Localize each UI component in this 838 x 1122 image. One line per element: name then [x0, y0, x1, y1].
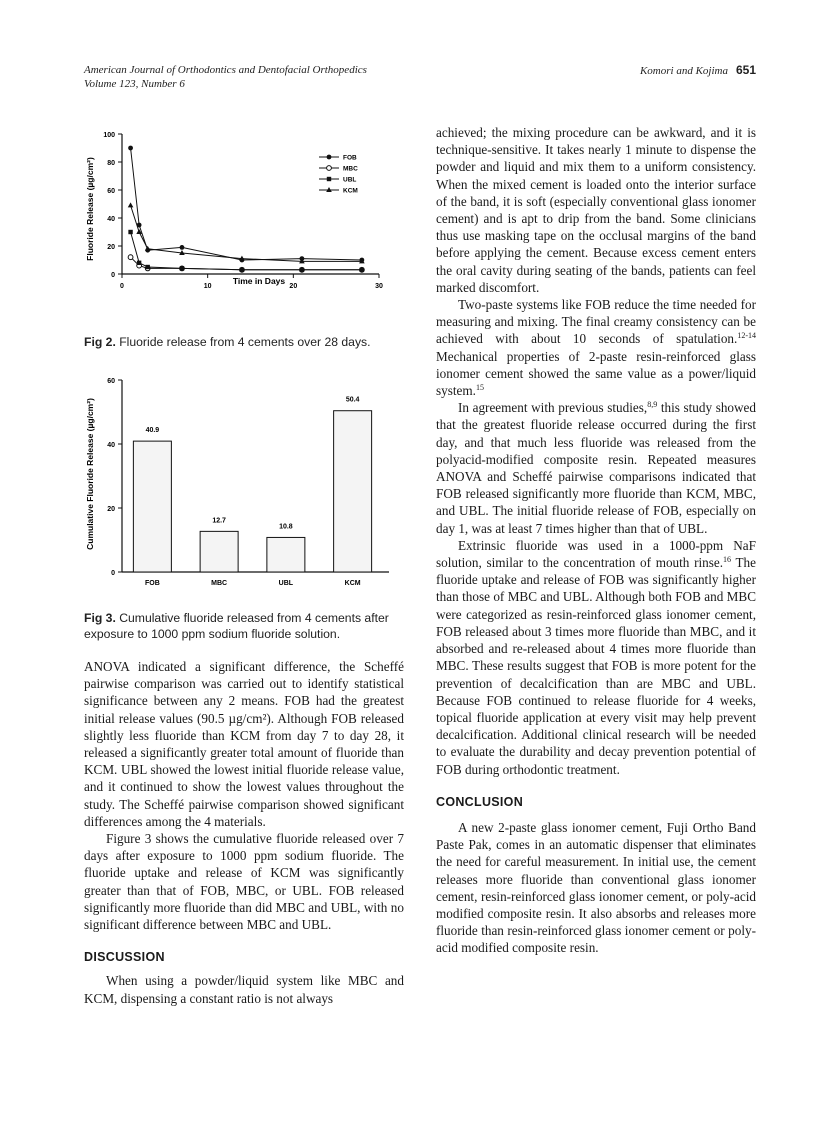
- discussion-paragraph-3-b: Mechanical properties of 2-paste resin-reinforced glass ionomer cement showed the same value as a power/liquid system.: [436, 348, 756, 399]
- fig2-point-ubl: [137, 261, 141, 265]
- fig3-caption: [84, 610, 404, 642]
- fig2-series-lines: [128, 146, 365, 273]
- fig2-y-axis-label: Fluoride Release (µg/cm²): [85, 157, 95, 261]
- fig2-line-fob: [131, 148, 362, 260]
- fig2-point-ubl: [360, 268, 364, 272]
- fig3-bar-mbc: [200, 531, 238, 572]
- fig2-series-kcm: [128, 202, 365, 263]
- fig2-x-tick-label: 0: [120, 283, 124, 290]
- fig3-bars: [133, 397, 371, 587]
- discussion-paragraph-4-a: In agreement with previous studies,: [458, 400, 648, 416]
- journal-volume: Volume 123, Number 6: [84, 78, 185, 90]
- fig3-bar-kcm: [334, 411, 372, 572]
- fig2-x-axis-label: Time in Days: [232, 276, 286, 286]
- fig3-value-label: 10.8: [279, 523, 293, 531]
- discussion-heading: DISCUSSION: [84, 950, 165, 965]
- fig2-point-ubl: [128, 230, 132, 234]
- fig2-series-fob: [128, 146, 364, 263]
- fig2-caption-text: Fluoride release from 4 cements over 28 days.: [119, 335, 371, 349]
- fig2-point-ubl: [146, 265, 150, 269]
- fig3-y-tick-label: 0: [111, 570, 115, 577]
- fig2-y-tick-label: 20: [107, 244, 115, 251]
- right-column-text: [436, 124, 756, 957]
- fig3-bar-ubl: [267, 537, 305, 572]
- discussion-paragraph-5-b: The fluoride uptake and release of FOB was significantly higher than those of MBC and UBL. Although both FOB and MBC were categorized as resin-reinforced glass ionomer cement, FOB released about 3 times more fluoride than MBC, and it absorbed and re-released about 4 times more fluoride than MBC. These results suggest that FOB is more potent for the prevention of decalcification than are MBC and UBL. Because FOB continued to release fluoride for 4 weeks, topical fluoride application at every visit may help prevent decalcification. Additional clinical research will be needed to evaluate the durability and decay prevention potential of FOB during orthodontic treatment.: [436, 555, 756, 777]
- fig3-category-label: MBC: [211, 580, 228, 587]
- fig3-value-label: 50.4: [345, 396, 360, 404]
- left-column-text: [84, 658, 404, 1007]
- journal-title: American Journal of Orthodontics and Dentofacial Orthopedics: [84, 64, 367, 76]
- discussion-paragraph-1: When using a powder/liquid system like MBC and KCM, dispensing a constant ratio is not always: [84, 973, 404, 1006]
- fig3-category-label: FOB: [144, 580, 160, 587]
- results-paragraph-2: Figure 3 shows the cumulative fluoride released over 7 days after exposure to 1000 ppm sodium fluoride. The fluoride uptake and release of KCM was significantly greater than that of FOB, MBC, or UBL. FOB released significantly more fluoride than did MBC and UBL, with no significant difference between MBC and UBL.: [84, 831, 404, 933]
- fig2-point-mbc: [128, 255, 133, 260]
- fig2-legend-label: UBL: [343, 176, 357, 184]
- fig2-y-tick-label: 60: [107, 188, 115, 195]
- citation-ref: 8,9: [647, 400, 658, 410]
- fig2-legend: [319, 155, 358, 195]
- fig3-caption-text: Cumulative fluoride released from 4 cements after exposure to 1000 ppm sodium fluoride solution.: [84, 611, 389, 641]
- fig3-value-label: 40.9: [145, 427, 160, 435]
- fig3-label: Fig 3.: [84, 611, 116, 625]
- fig2-y-tick-label: 80: [107, 160, 115, 167]
- conclusion-heading: CONCLUSION: [436, 794, 524, 809]
- discussion-paragraph-3-a: Two-paste systems like FOB reduce the time needed for measuring and mixing. The final creamy consistency can be achieved with about 10 seconds of spatulation.: [436, 297, 756, 347]
- page-number: 651: [735, 63, 756, 77]
- fig3-value-label: 12.7: [212, 517, 226, 525]
- discussion-paragraph-3: [436, 296, 756, 399]
- citation-ref: 16: [723, 555, 732, 565]
- fig3-y-tick-label: 40: [107, 442, 115, 449]
- fig2-point-ubl: [180, 266, 184, 270]
- fig2-point-fob: [128, 146, 133, 151]
- fig2-x-tick-label: 20: [289, 283, 298, 290]
- fig2-point-ubl: [300, 268, 304, 272]
- fig2-label: Fig 2.: [84, 335, 116, 349]
- fig2-legend-label: MBC: [343, 165, 358, 173]
- fig3-bar-chart: [84, 372, 394, 596]
- fig2-legend-marker: [327, 177, 331, 181]
- citation-ref: 15: [475, 383, 484, 393]
- discussion-paragraph-4-b: this study showed that the greatest fluoride release occurred during the first day, and that much less fluoride was released from the polyacid-modified composite resin. Repeated measures ANOVA and Scheffé pairwise comparisons indicated that FOB released significantly more fluoride than KCM, MBC, and UBL. The initial fluoride release of FOB, especially on day 1, was at least 7 times higher than that of UBL.: [436, 400, 756, 536]
- fig2-point-fob: [180, 245, 185, 250]
- fig2-point-kcm: [145, 246, 151, 251]
- fig2-x-tick-label: 30: [375, 283, 383, 290]
- fig2-legend-marker: [327, 166, 332, 171]
- fig2-x-tick-label: 10: [203, 283, 212, 290]
- discussion-paragraph-5-a: Extrinsic fluoride was used in a 1000-ppm NaF solution, similar to the concentration of mouth rinse.: [436, 537, 756, 571]
- fig3-y-axis-label: Cumulative Fluoride Release (µg/cm²): [85, 398, 95, 550]
- running-header-journal: [84, 63, 367, 91]
- discussion-paragraph-4: [436, 399, 756, 537]
- fig2-y-tick-label: 40: [107, 216, 115, 223]
- fig2-line-kcm: [131, 205, 362, 261]
- fig2-legend-label: KCM: [343, 187, 358, 195]
- fig3-y-tick-label: 20: [107, 506, 115, 513]
- fig3-y-tick-label: 60: [107, 378, 115, 385]
- fig2-line-chart: [84, 124, 394, 304]
- fig2-caption: [84, 334, 404, 350]
- fig2-point-ubl: [240, 268, 244, 272]
- discussion-paragraph-2: achieved; the mixing procedure can be awkward, and it is technique-sensitive. It takes nearly 1 minute to dispense the powder and liquid and mix them to a uniform consistency. When the mixed cement is loaded onto the interior surface of the band, it is soft (especially conventional glass ionomer cement) and is apt to drip from the band. Some clinicians thus use masking tape on the occlusal margins of the band before applying the cement. Because excess cement enters the oral cavity during seating of the bands, patients can feel marked discomfort.: [436, 125, 756, 295]
- fig2-point-kcm: [128, 202, 134, 207]
- discussion-paragraph-5: [436, 537, 756, 778]
- citation-ref: 12-14: [737, 331, 756, 341]
- fig2-y-tick-label: 100: [103, 132, 115, 139]
- fig2-y-tick-label: 0: [111, 272, 115, 279]
- fig3-category-label: KCM: [344, 580, 361, 587]
- authors: Komori and Kojima: [639, 65, 728, 77]
- running-header-page: [640, 63, 756, 78]
- conclusion-paragraph: A new 2-paste glass ionomer cement, Fuji Ortho Band Paste Pak, comes in an automatic dispenser that eliminates the need for careful measurement. In initial use, the cement releases more fluoride than conventional glass ionomer cement, resin-reinforced glass ionomer cement, or poly-acid modified composite resin. It also absorbs and releases more fluoride than resin-reinforced glass ionomer cement or poly-acid modified composite resin.: [436, 819, 756, 956]
- fig2-legend-label: FOB: [343, 154, 357, 162]
- fig2-legend-marker: [327, 155, 332, 160]
- fig3-bar-fob: [133, 441, 171, 572]
- fig3-category-label: UBL: [278, 580, 294, 587]
- results-paragraph-1: ANOVA indicated a significant difference, the Scheffé pairwise comparison was carried out to identify statistical significance between any 2 means. FOB had the greatest initial release values (90.5 µg/cm²). Although FOB released slightly less fluoride than KCM from day 7 to day 28, it released a significantly greater total amount of fluoride than KCM. UBL showed the lowest initial fluoride release value, and it continued to show the lowest values throughout the study. The Scheffé pairwise comparison showed significant differences among the 4 materials.: [84, 659, 404, 829]
